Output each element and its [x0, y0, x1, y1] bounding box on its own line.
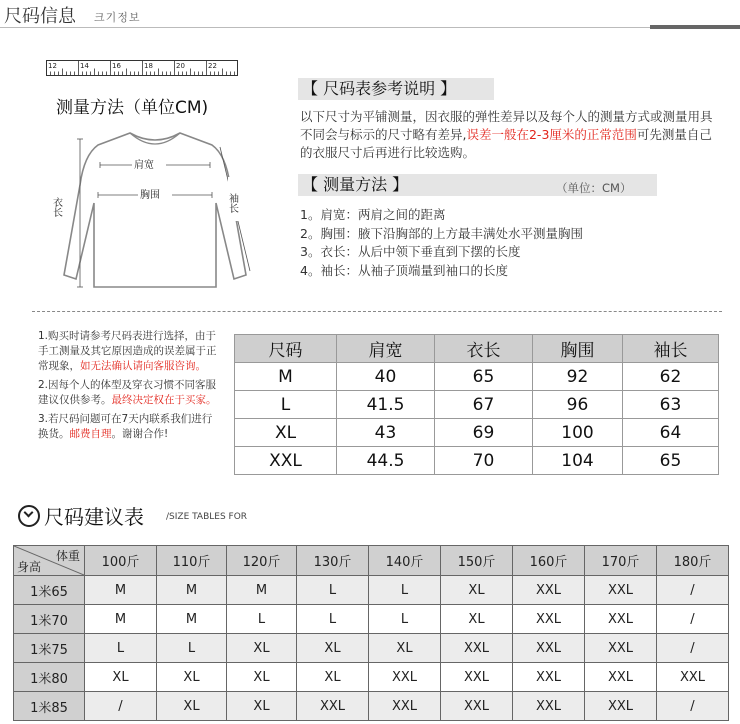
method-item: 4。袖长：从袖子顶端量到袖口的长度 — [300, 262, 508, 278]
table-cell: XXL — [513, 605, 585, 634]
table-cell: M — [157, 576, 227, 605]
table-row — [14, 605, 729, 634]
table-cell: M — [235, 363, 337, 391]
ruler-label: 20 — [176, 62, 185, 70]
ruler-label: 12 — [48, 62, 57, 70]
table-cell: XXL — [441, 634, 513, 663]
table-cell: 70 — [435, 447, 533, 475]
size-header: 尺码 — [235, 335, 337, 363]
table-cell: L — [297, 576, 369, 605]
tip-text: 1.购买时请参考尺码表进行选择，由于手工测量及其它原因造成的误差属于正常现象， — [38, 330, 217, 372]
table-cell: L — [297, 605, 369, 634]
method-item: 3。衣长：从后中领下垂直到下摆的长度 — [300, 244, 521, 259]
table-cell: XL — [227, 663, 297, 692]
table-cell: 63 — [623, 391, 719, 419]
table-cell: XXL — [657, 663, 729, 692]
table-cell: 100 — [533, 419, 623, 447]
table-cell: XXL — [513, 634, 585, 663]
sleeve-label: 袖长 — [226, 193, 238, 213]
table-row — [235, 363, 719, 391]
table-cell: M — [85, 576, 157, 605]
table-cell: XL — [441, 576, 513, 605]
length-header: 衣长 — [435, 335, 533, 363]
weight-header: 120斤 — [227, 546, 297, 576]
recommendation-title-text: 尺码建议表 — [44, 505, 144, 529]
size-recommendation-table — [13, 545, 729, 721]
chest-label: 胸围 — [140, 190, 160, 201]
notes-text-red: 误差一般在2-3厘米的正常范围 — [466, 127, 637, 142]
table-cell: L — [227, 605, 297, 634]
table-cell: / — [657, 634, 729, 663]
table-cell: XXL — [369, 663, 441, 692]
table-cell: L — [85, 634, 157, 663]
table-cell: 69 — [435, 419, 533, 447]
table-cell: L — [369, 605, 441, 634]
sweater-diagram-icon — [50, 125, 260, 295]
weight-header: 130斤 — [297, 546, 369, 576]
table-cell: 62 — [623, 363, 719, 391]
purchase-tips — [38, 329, 218, 446]
table-cell: M — [157, 605, 227, 634]
table-cell: / — [85, 692, 157, 721]
chest-header: 胸围 — [533, 335, 623, 363]
weight-header: 160斤 — [513, 546, 585, 576]
tip-text: 3.若尺码问题可在7天内联系我们进行换货。 — [38, 413, 213, 440]
table-cell: XXL — [297, 692, 369, 721]
ruler-icon — [46, 60, 238, 76]
height-header: 1米65 — [14, 576, 85, 605]
height-header: 1米75 — [14, 634, 85, 663]
table-cell: XL — [85, 663, 157, 692]
weight-header: 140斤 — [369, 546, 441, 576]
corner-header — [14, 546, 85, 576]
tip-text: 2.因每个人的体型及穿衣习惯不同客服建议仅供参考。 — [38, 379, 217, 406]
table-row — [235, 447, 719, 475]
table-cell: M — [85, 605, 157, 634]
table-cell: / — [657, 576, 729, 605]
tip-item — [38, 329, 218, 374]
ruler-label: 18 — [144, 62, 153, 70]
table-cell: L — [235, 391, 337, 419]
recommendation-title — [18, 501, 144, 530]
method-item: 2。胸围：腋下沿胸部的上方最丰满处水平测量胸围 — [300, 225, 583, 241]
table-row — [235, 419, 719, 447]
height-axis-label: 身高 — [17, 560, 42, 574]
tip-text-red: 如无法确认请向客服咨询。 — [80, 360, 206, 372]
section-divider — [32, 311, 722, 312]
ruler-label: 22 — [208, 62, 217, 70]
shoulder-header: 肩宽 — [337, 335, 435, 363]
table-cell: XXL — [441, 663, 513, 692]
tip-text: 。谢谢合作! — [111, 428, 169, 440]
table-cell: 64 — [623, 419, 719, 447]
tip-text-red: 最终决定权在于买家。 — [111, 394, 217, 406]
table-cell: XL — [227, 634, 297, 663]
measure-method-title: 测量方法（单位CM) — [56, 98, 209, 118]
ruler-label: 14 — [80, 62, 89, 70]
tip-item — [38, 412, 218, 442]
table-cell: M — [227, 576, 297, 605]
weight-header: 180斤 — [657, 546, 729, 576]
table-row — [14, 692, 729, 721]
table-cell: 67 — [435, 391, 533, 419]
sleeve-header: 袖长 — [623, 335, 719, 363]
table-cell: L — [369, 576, 441, 605]
tip-text-red: 邮费自理 — [69, 428, 112, 440]
table-cell: XXL — [513, 692, 585, 721]
table-cell: XL — [297, 634, 369, 663]
size-chart-notes-text — [300, 108, 720, 162]
header-divider — [0, 27, 740, 28]
table-cell: XXL — [369, 692, 441, 721]
weight-header: 150斤 — [441, 546, 513, 576]
table-cell: XXL — [585, 692, 657, 721]
measure-method-list — [300, 206, 583, 280]
size-table — [234, 334, 719, 475]
table-cell: XL — [235, 419, 337, 447]
height-header: 1米70 — [14, 605, 85, 634]
table-cell: XXL — [585, 605, 657, 634]
page-subtitle: 크기정보 — [94, 11, 141, 24]
size-chart-notes-title: 【 尺码表参考说明 】 — [298, 78, 494, 100]
table-cell: 92 — [533, 363, 623, 391]
ruler-label: 16 — [112, 62, 121, 70]
table-cell: XXL — [513, 663, 585, 692]
table-cell: 96 — [533, 391, 623, 419]
table-cell: XXL — [441, 692, 513, 721]
page-title: 尺码信息 — [4, 6, 76, 27]
table-row — [14, 634, 729, 663]
table-cell: XL — [227, 692, 297, 721]
measure-unit-label: （单位：CM） — [556, 181, 632, 195]
table-cell: XL — [369, 634, 441, 663]
table-cell: 40 — [337, 363, 435, 391]
table-cell: XXL — [585, 634, 657, 663]
table-cell: XL — [297, 663, 369, 692]
weight-axis-label: 体重 — [55, 549, 80, 563]
height-header: 1米85 — [14, 692, 85, 721]
table-cell: 44.5 — [337, 447, 435, 475]
table-cell: 104 — [533, 447, 623, 475]
method-item: 1。肩宽：两肩之间的距离 — [300, 207, 446, 222]
measure-method-section-title: 【 测量方法 】 — [298, 174, 657, 196]
table-cell: / — [657, 692, 729, 721]
table-row — [235, 391, 719, 419]
table-cell: XL — [157, 663, 227, 692]
notes-text-a: 以下尺寸为平铺测量，因衣服的弹性差异以及每个人的测量方式或测量用具不同会与标示的尺寸略有差异, — [300, 109, 713, 142]
table-cell: 41.5 — [337, 391, 435, 419]
chevron-down-circle-icon — [18, 505, 40, 527]
table-cell: XXL — [585, 576, 657, 605]
table-cell: XL — [157, 692, 227, 721]
weight-header: 100斤 — [85, 546, 157, 576]
length-label: 衣长 — [50, 197, 62, 217]
table-cell: XXL — [513, 576, 585, 605]
height-header: 1米80 — [14, 663, 85, 692]
table-cell: XL — [441, 605, 513, 634]
table-cell: L — [157, 634, 227, 663]
tip-item — [38, 378, 218, 408]
notes-text-b: 可先测量自己的衣服尺寸后再进行比较选购。 — [300, 127, 712, 160]
weight-header: 110斤 — [157, 546, 227, 576]
table-row — [14, 576, 729, 605]
table-cell: 65 — [435, 363, 533, 391]
shoulder-label: 肩宽 — [134, 160, 154, 171]
table-cell: 65 — [623, 447, 719, 475]
table-cell: XXL — [585, 663, 657, 692]
table-cell: XXL — [235, 447, 337, 475]
table-cell: / — [657, 605, 729, 634]
table-cell: 43 — [337, 419, 435, 447]
table-row — [14, 663, 729, 692]
header-accent-bar — [650, 25, 740, 29]
recommendation-subtitle: /SIZE TABLES FOR — [166, 512, 248, 522]
weight-header: 170斤 — [585, 546, 657, 576]
